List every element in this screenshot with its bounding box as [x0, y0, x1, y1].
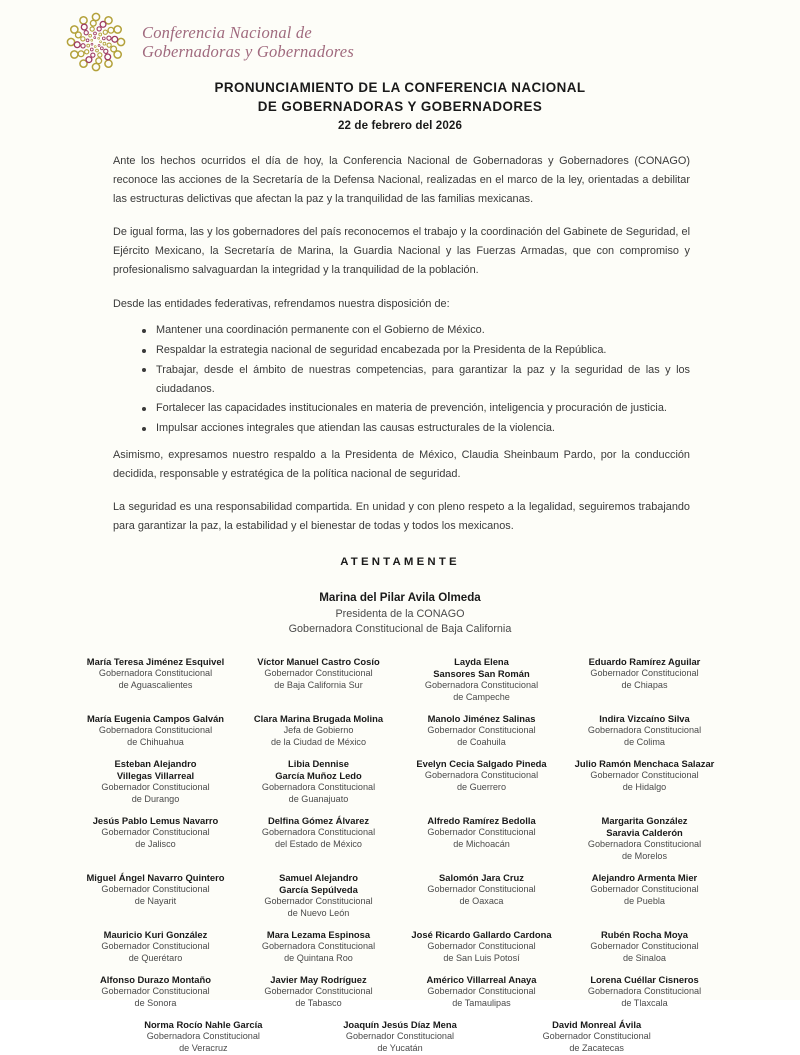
- governor-role: Jefa de Gobierno: [283, 725, 354, 736]
- governor-state: de Colima: [624, 736, 665, 747]
- title-line-1: PRONUNCIAMIENTO DE LA CONFERENCIA NACIONAL: [214, 80, 586, 95]
- governor-state: de Sonora: [134, 997, 177, 1008]
- governor-name: Saravia Calderón: [606, 827, 683, 839]
- list-item: Fortalecer las capacidades institucionales en materia de prevención, inteligencia y procuración de justicia.: [142, 399, 690, 418]
- governor-entry: [503, 1019, 690, 1055]
- governor-entry: [78, 872, 233, 920]
- governor-role: Gobernador Constitucional: [264, 896, 373, 907]
- governor-state: de la Ciudad de México: [270, 736, 367, 747]
- governor-state: de Sinaloa: [623, 953, 666, 964]
- governor-state: de Nayarit: [134, 895, 177, 906]
- governor-name: Indira Vizcaíno Silva: [599, 712, 690, 724]
- governor-name: José Ricardo Gallardo Cardona: [411, 928, 552, 940]
- president-name: Marina del Pilar Avila Olmeda: [319, 590, 481, 604]
- governor-state: de Hidalgo: [622, 781, 667, 792]
- governor-entry: [404, 758, 559, 806]
- governor-name: Evelyn Cecia Salgado Pineda: [416, 757, 547, 769]
- governor-role: Gobernador Constitucional: [427, 725, 536, 736]
- governor-state: de Puebla: [624, 895, 665, 906]
- governor-state: de Coahuila: [457, 736, 506, 747]
- governor-name: Alfredo Ramírez Bedolla: [427, 814, 536, 826]
- governor-role: Gobernadora Constitucional: [424, 770, 539, 781]
- governor-role: Gobernadora Constitucional: [98, 668, 213, 679]
- governor-state: de Jalisco: [135, 838, 176, 849]
- governor-state: de Chiapas: [621, 679, 668, 690]
- governor-name: Víctor Manuel Castro Cosío: [257, 655, 380, 667]
- governor-state: de Guanajuato: [288, 794, 349, 805]
- governor-role: Gobernadora Constitucional: [146, 1030, 260, 1041]
- governor-name: García Muñoz Ledo: [275, 770, 362, 782]
- governor-role: Gobernador Constitucional: [101, 827, 210, 838]
- governor-name: Américo Villarreal Anaya: [426, 973, 537, 985]
- governor-name: Alfonso Durazo Montaño: [100, 973, 211, 985]
- governor-entry: [567, 713, 722, 749]
- governor-state: de Chihuahua: [127, 736, 184, 747]
- list-item: Mantener una coordinación permanente con el Gobierno de México.: [142, 321, 690, 340]
- governor-name: Margarita González: [601, 814, 688, 826]
- governor-state: de Morelos: [622, 851, 667, 862]
- governor-role: Gobernadora Constitucional: [261, 941, 376, 952]
- governor-name: Villegas Villarreal: [116, 770, 195, 782]
- governor-entry: [241, 974, 396, 1010]
- governor-role: Gobernador Constitucional: [427, 941, 536, 952]
- paragraph-1: Ante los hechos ocurridos el día de hoy, la Conferencia Nacional de Gobernadoras y Gobernadores (CONAGO) reconoce las acciones de la Secretaría de la Defensa Nacional, realizadas en el marco de la ley, orientadas a debilitar las estructuras delictivas que afectan la paz y la tranquilidad de las familias mexicanas.: [113, 155, 690, 205]
- governor-entry: [404, 929, 559, 965]
- paragraph-4: La seguridad es una responsabilidad compartida. En unidad y con pleno respeto a la legalidad, seguiremos trabajando para garantizar la paz, la estabilidad y el bienestar de todas y todos los mexicanos.: [113, 501, 690, 533]
- list-item: Trabajar, desde el ámbito de nuestras competencias, para garantizar la paz y la seguridad de las y los ciudadanos.: [142, 361, 690, 399]
- governor-name: Alejandro Armenta Mier: [591, 871, 698, 883]
- governor-state: de Guerrero: [456, 781, 507, 792]
- governor-role: Gobernador Constitucional: [264, 986, 373, 997]
- governor-entry: [78, 929, 233, 965]
- governor-entry: [241, 929, 396, 965]
- governor-entry: [78, 656, 233, 704]
- governor-state: de Tlaxcala: [621, 997, 668, 1008]
- governor-name: Joaquín Jesús Díaz Mena: [343, 1018, 457, 1030]
- governor-entry: [567, 815, 722, 863]
- governor-state: de Tabasco: [295, 997, 342, 1008]
- governor-role: Gobernador Constitucional: [101, 941, 210, 952]
- governor-name: Javier May Rodríguez: [270, 973, 367, 985]
- brand-name: [142, 23, 354, 62]
- governor-entry: [110, 1019, 297, 1055]
- title-block: [0, 78, 800, 132]
- brand-name-line2: Gobernadoras y Gobernadores: [142, 42, 354, 61]
- governor-entry: [241, 758, 396, 806]
- governor-entry: [404, 713, 559, 749]
- governor-name: Esteban Alejandro: [114, 757, 197, 769]
- governor-state: de Oaxaca: [459, 895, 504, 906]
- governors-grid-last-row: [0, 1019, 800, 1055]
- governor-entry: [404, 815, 559, 863]
- governor-role: Gobernador Constitucional: [590, 668, 699, 679]
- governor-role: Gobernadora Constitucional: [424, 680, 539, 691]
- governor-name: Samuel Alejandro: [279, 871, 358, 883]
- governor-role: Gobernadora Constitucional: [261, 782, 376, 793]
- governor-name: Mara Lezama Espinosa: [266, 928, 371, 940]
- governor-role: Gobernador Constitucional: [427, 827, 536, 838]
- governor-role: Gobernador Constitucional: [427, 884, 536, 895]
- governor-name: Rubén Rocha Moya: [601, 928, 688, 940]
- governor-state: de Aguascalientes: [118, 679, 193, 690]
- governor-entry: [241, 815, 396, 863]
- governor-state: de San Luis Potosí: [443, 953, 520, 964]
- governor-name: Layda Elena: [454, 655, 509, 667]
- governor-name: Mauricio Kuri González: [103, 928, 208, 940]
- governor-entry: [404, 974, 559, 1010]
- governor-entry: [404, 656, 559, 704]
- president-role: Presidenta de la CONAGO: [335, 607, 465, 620]
- commitments-list: [113, 321, 690, 438]
- conago-mandala-logo-icon: [62, 11, 130, 73]
- governor-state: de Durango: [131, 794, 180, 805]
- governor-name: Sansores San Román: [433, 668, 530, 680]
- governor-role: Gobernadora Constitucional: [587, 839, 702, 850]
- governor-state: de Campeche: [453, 692, 510, 703]
- governor-entry: [241, 713, 396, 749]
- paragraph-2: De igual forma, las y los gobernadores del país reconocemos el trabajo y la coordinación del Gabinete de Seguridad, el Ejército Mexicano, la Secretaría de Marina, la Guardia Nacional y las Fuerzas Armadas, que con compromiso y profesionalismo salvaguardan la integridad y la tranquilidad de la población.: [113, 226, 690, 276]
- president-state-role: Gobernadora Constitucional de Baja California: [288, 623, 512, 636]
- governor-role: Gobernador Constitucional: [101, 986, 210, 997]
- governor-role: Gobernador Constitucional: [345, 1030, 455, 1041]
- governor-role: Gobernadora Constitucional: [261, 827, 376, 838]
- closing-salutation: ATENTAMENTE: [340, 555, 460, 568]
- list-item: Respaldar la estrategia nacional de seguridad encabezada por la Presidenta de la República.: [142, 341, 690, 360]
- governor-state: de Baja California Sur: [274, 679, 363, 690]
- governor-state: de Yucatán: [377, 1042, 423, 1053]
- governor-entry: [241, 656, 396, 704]
- governor-name: Julio Ramón Menchaca Salazar: [574, 757, 715, 769]
- governor-name: García Sepúlveda: [279, 884, 358, 896]
- governor-entry: [567, 872, 722, 920]
- governor-role: Gobernador Constitucional: [101, 884, 210, 895]
- governor-state: de Veracruz: [179, 1042, 228, 1053]
- governor-entry: [567, 656, 722, 704]
- governor-entry: [567, 929, 722, 965]
- governor-state: de Michoacán: [453, 838, 510, 849]
- governor-role: Gobernadora Constitucional: [587, 725, 702, 736]
- governor-role: Gobernadora Constitucional: [98, 725, 213, 736]
- governor-name: Miguel Ángel Navarro Quintero: [86, 871, 225, 883]
- governor-state: de Querétaro: [128, 953, 183, 964]
- title-line-2: DE GOBERNADORAS Y GOBERNADORES: [257, 99, 543, 115]
- governor-entry: [241, 872, 396, 920]
- document-header: [0, 0, 800, 72]
- governor-name: Eduardo Ramírez Aguilar: [588, 655, 701, 667]
- governor-role: Gobernador Constitucional: [101, 782, 210, 793]
- governor-role: Gobernador Constitucional: [590, 884, 699, 895]
- governor-role: Gobernador Constitucional: [264, 668, 373, 679]
- governor-name: María Teresa Jiménez Esquivel: [86, 655, 225, 667]
- governor-entry: [78, 758, 233, 806]
- paragraph-3: Asimismo, expresamos nuestro respaldo a la Presidenta de México, Claudia Sheinbaum Pardo, por la conducción decidida, responsable y estratégica de la política nacional de seguridad.: [113, 448, 690, 480]
- governor-entry: [567, 974, 722, 1010]
- governor-role: Gobernador Constitucional: [542, 1030, 651, 1041]
- document-body: [0, 152, 800, 536]
- governor-name: María Eugenia Campos Galván: [86, 712, 225, 724]
- governor-name: Delfina Gómez Álvarez: [267, 814, 370, 826]
- governor-state: de Quintana Roo: [284, 953, 353, 964]
- governor-role: Gobernador Constitucional: [427, 986, 536, 997]
- page-title: [0, 78, 800, 116]
- governor-name: Salomón Jara Cruz: [439, 871, 524, 883]
- governor-entry: [78, 713, 233, 749]
- governor-state: de Zacatecas: [569, 1042, 624, 1053]
- brand-name-line1: Conferencia Nacional de: [142, 22, 312, 42]
- governor-state: de Nuevo León: [287, 908, 350, 919]
- governor-name: Jesús Pablo Lemus Navarro: [92, 814, 219, 826]
- governors-grid: [0, 656, 800, 1010]
- governor-entry: [307, 1019, 494, 1055]
- governor-name: Clara Marina Brugada Molina: [253, 712, 384, 724]
- bullets-lead-in: Desde las entidades federativas, refrendamos nuestra disposición de:: [113, 297, 450, 310]
- governor-role: Gobernador Constitucional: [590, 941, 699, 952]
- governor-entry: [567, 758, 722, 806]
- list-item: Impulsar acciones integrales que atiendan las causas estructurales de la violencia.: [142, 419, 690, 438]
- governor-role: Gobernador Constitucional: [590, 770, 699, 781]
- president-signature-block: [0, 590, 800, 638]
- governor-name: Lorena Cuéllar Cisneros: [590, 973, 699, 985]
- governor-name: David Monreal Ávila: [552, 1018, 642, 1030]
- governor-name: Norma Rocío Nahle García: [144, 1018, 263, 1030]
- governor-entry: [404, 872, 559, 920]
- governor-state: de Tamaulipas: [452, 997, 511, 1008]
- governor-name: Manolo Jiménez Salinas: [427, 712, 536, 724]
- governor-role: Gobernadora Constitucional: [587, 986, 702, 997]
- governor-name: Libia Dennise: [288, 757, 349, 769]
- document-date: 22 de febrero del 2026: [338, 119, 462, 133]
- governor-entry: [78, 974, 233, 1010]
- governor-entry: [78, 815, 233, 863]
- governor-state: del Estado de México: [275, 838, 362, 849]
